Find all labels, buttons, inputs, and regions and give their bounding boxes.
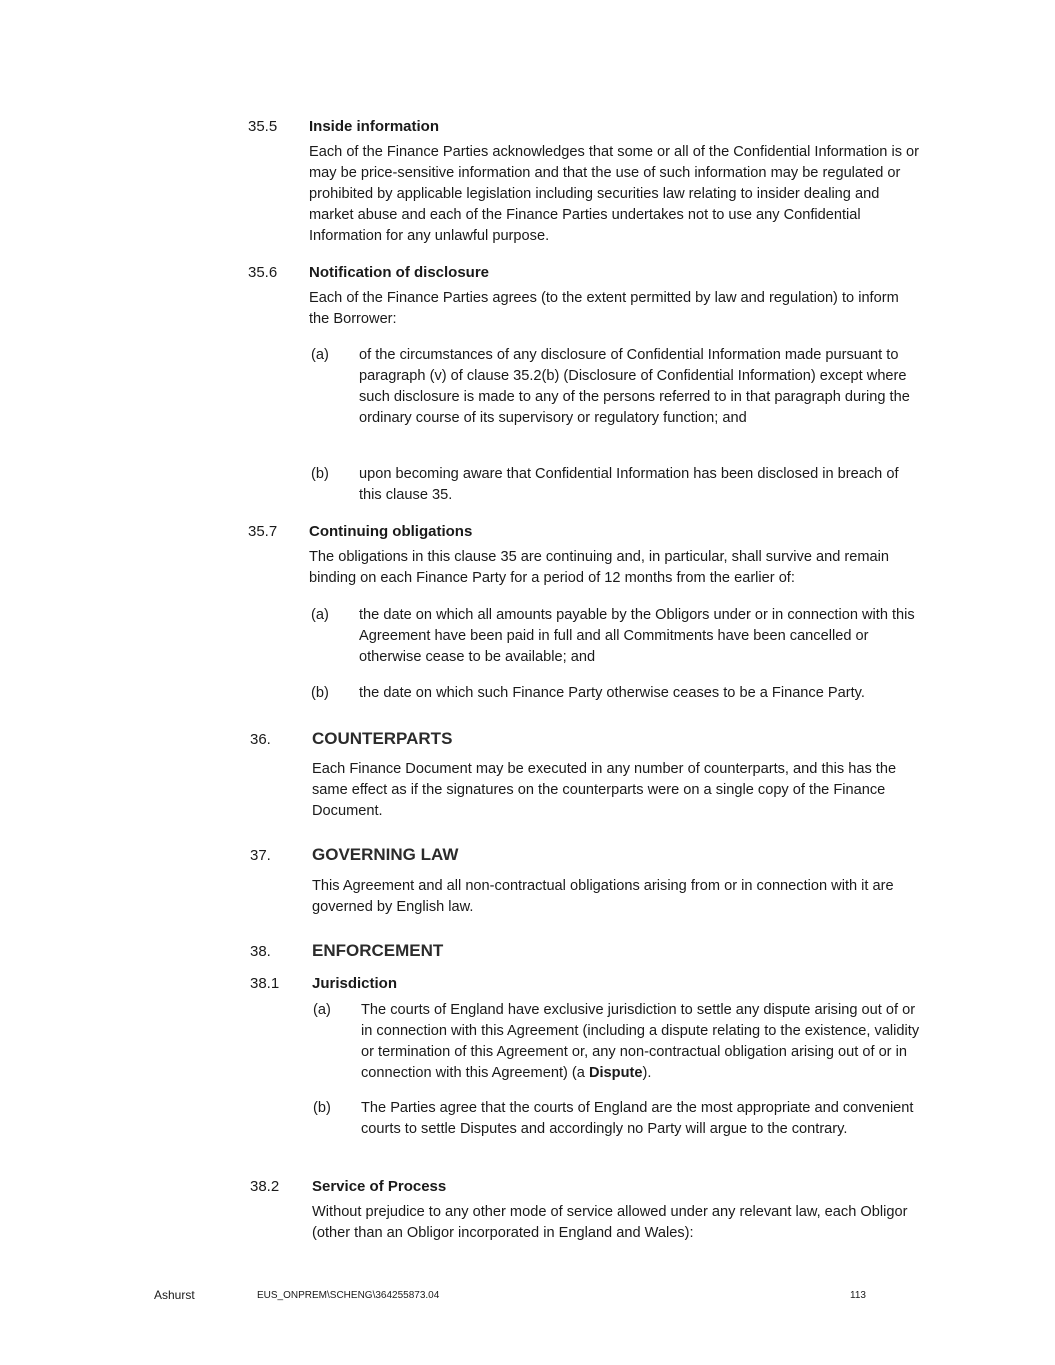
item-text: the date on which all amounts payable by the Obligors under or in connection with this Agreement have been paid in full and all Commitments have been cancelled or otherwise cease to be available; and	[359, 607, 915, 665]
section-title: Continuing obligations	[309, 523, 473, 540]
footer-page-number: 113	[850, 1290, 866, 1301]
clause-number: 37.	[250, 847, 271, 864]
item-text: the date on which such Finance Party otherwise ceases to be a Finance Party.	[359, 685, 865, 701]
section-35-5-body: Each of the Finance Parties acknowledges that some or all of the Confidential Information is or may be price-sensitive information and that the use of such information may be regulated or prohibited by applicable legislation including securities law relating to insider dealing and market abuse and each of the Finance Parties undertakes not to use any Confidential Information for any unlawful purpose.	[309, 144, 920, 244]
clause-36-body: Each Finance Document may be executed in any number of counterparts, and this has the same effect as if the signatures on the counterparts were on a single copy of the Finance Document.	[312, 761, 897, 819]
section-number: 35.7	[248, 523, 278, 540]
clause-title: GOVERNING LAW	[312, 845, 459, 864]
item-text: of the circumstances of any disclosure of Confidential Information made pursuant to paragraph (v) of clause 35.2(b) (Disclosure of Confidential Information) except where such disclosure is made to any of the persons referred to in that paragraph during the ordinary course of its supervisory or regulatory function; and	[359, 347, 910, 426]
item-label: (a)	[311, 607, 329, 623]
section-number: 35.5	[248, 118, 278, 135]
section-35-6-body: Each of the Finance Parties agrees (to the extent permitted by law and regulation) to inform the Borrower:	[309, 290, 899, 327]
item-label: (b)	[313, 1100, 331, 1116]
item-label: (b)	[311, 685, 329, 701]
item-label: (a)	[311, 347, 329, 363]
item-text-part: ).	[642, 1065, 652, 1081]
clause-number: 38.	[250, 943, 271, 960]
section-number: 35.6	[248, 264, 278, 281]
item-text: The Parties agree that the courts of England are the most appropriate and convenient courts to settle Disputes and accordingly no Party will argue to the contrary.	[361, 1100, 914, 1137]
section-number: 38.2	[250, 1178, 280, 1195]
section-number: 38.1	[250, 975, 280, 992]
item-label: (a)	[313, 1002, 331, 1018]
section-title: Inside information	[309, 118, 440, 135]
item-text	[361, 1000, 921, 1084]
section-title: Service of Process	[312, 1178, 447, 1195]
clause-number: 36.	[250, 731, 271, 748]
footer-firm-name: Ashurst	[154, 1288, 195, 1302]
section-title: Notification of disclosure	[309, 264, 490, 281]
section-title: Jurisdiction	[312, 975, 398, 992]
item-text-part: The courts of England have exclusive jurisdiction to settle any dispute arising out of or in connection with this Agreement (including a dispute relating to the existence, validity or termination of this Agreement or, any non-contractual obligation arising out of or in connection with this Agreement) (a	[361, 1002, 920, 1081]
footer-document-reference: EUS_ONPREM\SCHENG\364255873.04	[257, 1290, 440, 1301]
clause-37-body: This Agreement and all non-contractual obligations arising from or in connection with it are governed by English law.	[312, 878, 894, 915]
section-38-2-body: Without prejudice to any other mode of service allowed under any relevant law, each Obligor (other than an Obligor incorporated in England and Wales):	[312, 1204, 908, 1241]
item-text: upon becoming aware that Confidential Information has been disclosed in breach of this clause 35.	[359, 466, 899, 503]
clause-title: COUNTERPARTS	[312, 729, 453, 748]
section-35-7-body: The obligations in this clause 35 are continuing and, in particular, shall survive and remain binding on each Finance Party for a period of 12 months from the earlier of:	[309, 549, 890, 586]
defined-term-dispute: Dispute	[588, 1065, 643, 1081]
clause-title: ENFORCEMENT	[312, 941, 444, 960]
item-label: (b)	[311, 466, 329, 482]
